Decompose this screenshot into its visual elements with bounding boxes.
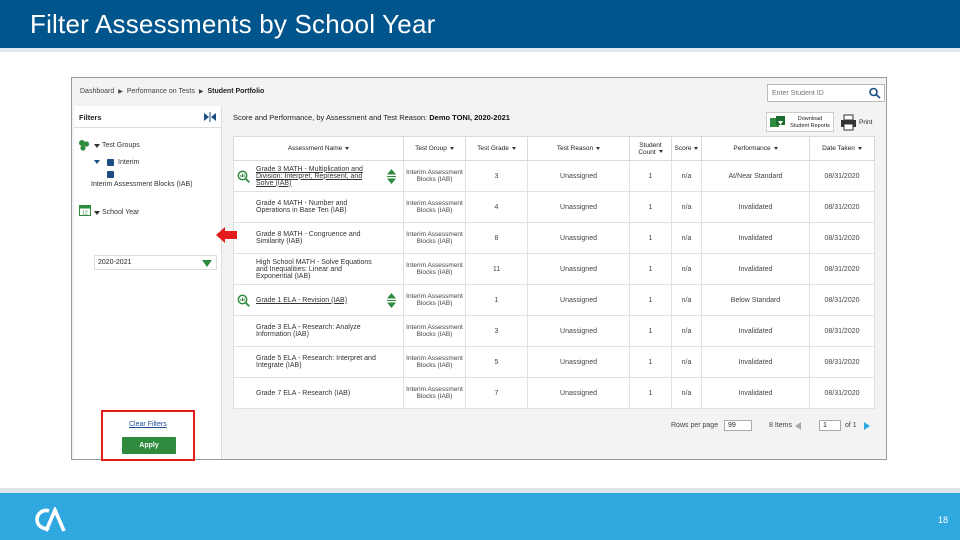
printer-icon xyxy=(840,114,857,131)
score-text: n/a xyxy=(681,389,692,397)
test-group-text: Interim Assessment Blocks (IAB) xyxy=(406,168,463,183)
test-grade-cell xyxy=(466,192,528,223)
assessment-name-text[interactable]: Grade 1 ELA - Revision (IAB) xyxy=(256,296,348,304)
student-count-cell xyxy=(630,285,672,316)
print-button[interactable] xyxy=(840,114,876,132)
performance-cell xyxy=(702,254,810,285)
school-year-value: 2020-2021 xyxy=(98,259,132,266)
test-reason-text: Unassigned xyxy=(560,296,597,304)
assessment-name-text[interactable]: Grade 7 ELA - Research (IAB) xyxy=(256,389,351,397)
date-taken-text: 08/31/2020 xyxy=(824,203,860,211)
test-group-text: Interim Assessment Blocks (IAB) xyxy=(406,292,463,307)
test-groups-icon xyxy=(78,139,90,151)
dropdown-arrow-icon[interactable] xyxy=(202,260,212,267)
col-test-group[interactable]: Test Group xyxy=(404,137,466,161)
sort-icon xyxy=(694,147,698,150)
date-taken-cell xyxy=(810,254,875,285)
apply-button[interactable]: Apply xyxy=(122,437,176,454)
test-groups-label: Test Groups xyxy=(102,142,140,149)
test-group-cell xyxy=(404,285,466,316)
table-row xyxy=(234,223,875,254)
page-title xyxy=(233,113,510,122)
test-grade-cell xyxy=(466,347,528,378)
filters-header xyxy=(74,106,222,128)
test-group-cell xyxy=(404,223,466,254)
performance-cell xyxy=(702,192,810,223)
score-text: n/a xyxy=(681,234,692,242)
col-score[interactable]: Score xyxy=(672,137,702,161)
table-row xyxy=(234,254,875,285)
assessment-name-text[interactable]: Grade 4 MATH - Number and Operations in Base Ten (IAB) xyxy=(256,200,348,214)
date-taken-text: 08/31/2020 xyxy=(824,296,860,304)
test-group-cell xyxy=(404,192,466,223)
page-title-prefix: Score and Performance, by Assessment and Test Reason: xyxy=(233,113,428,122)
performance-text: Below Standard xyxy=(730,296,781,304)
test-reason-text: Unassigned xyxy=(560,327,597,335)
test-grade-text: 5 xyxy=(494,358,499,366)
interim-checkbox[interactable] xyxy=(107,159,114,166)
test-grade-text: 1 xyxy=(494,296,499,304)
score-text: n/a xyxy=(681,358,692,366)
test-group-text: Interim Assessment Blocks (IAB) xyxy=(406,385,463,400)
student-count-cell xyxy=(630,161,672,192)
score-cell xyxy=(672,378,702,409)
student-count-text: 1 xyxy=(648,172,653,180)
performance-cell xyxy=(702,347,810,378)
assessment-name-cell[interactable] xyxy=(234,316,404,347)
test-reason-cell xyxy=(528,223,630,254)
table-row xyxy=(234,316,875,347)
test-group-text: Interim Assessment Blocks (IAB) xyxy=(406,354,463,369)
test-group-text: Interim Assessment Blocks (IAB) xyxy=(406,323,463,338)
test-grade-cell xyxy=(466,316,528,347)
assessment-name-cell[interactable] xyxy=(234,192,404,223)
test-grade-text: 8 xyxy=(494,234,499,242)
score-cell xyxy=(672,223,702,254)
test-reason-text: Unassigned xyxy=(560,389,597,397)
performance-text: Invalidated xyxy=(738,327,773,335)
date-taken-cell xyxy=(810,223,875,254)
assessment-name-text[interactable]: Grade 8 MATH - Congruence and Similarity (IAB) xyxy=(256,231,361,245)
score-text: n/a xyxy=(681,203,692,211)
rows-per-page-input[interactable]: 99 xyxy=(724,420,752,431)
sort-icon xyxy=(345,147,349,150)
test-grade-cell xyxy=(466,161,528,192)
test-reason-cell xyxy=(528,192,630,223)
col-student-count[interactable]: Student Count xyxy=(630,137,672,161)
score-cell xyxy=(672,192,702,223)
interim-option-label: Interim xyxy=(118,159,140,166)
score-text: n/a xyxy=(681,296,692,304)
date-taken-cell xyxy=(810,347,875,378)
student-count-text: 1 xyxy=(648,327,653,335)
download-student-reports-button[interactable] xyxy=(766,112,834,132)
test-group-cell xyxy=(404,316,466,347)
table-row xyxy=(234,161,875,192)
test-reason-cell xyxy=(528,161,630,192)
student-count-cell xyxy=(630,378,672,409)
date-taken-cell xyxy=(810,192,875,223)
expand-collapse-icon[interactable] xyxy=(387,169,396,184)
assessment-name-cell[interactable] xyxy=(234,378,404,409)
test-grade-text: 3 xyxy=(494,327,499,335)
test-grade-text: 11 xyxy=(492,265,501,273)
sort-icon xyxy=(659,150,663,153)
date-taken-cell xyxy=(810,316,875,347)
score-cell xyxy=(672,347,702,378)
test-reason-text: Unassigned xyxy=(560,203,597,211)
performance-text: At/Near Standard xyxy=(728,172,783,180)
test-reason-text: Unassigned xyxy=(560,172,597,180)
assessment-name-cell[interactable] xyxy=(234,223,404,254)
school-year-label: School Year xyxy=(102,209,140,216)
table-row xyxy=(234,378,875,409)
table-header-row xyxy=(234,137,875,161)
date-taken-text: 08/31/2020 xyxy=(824,327,860,335)
test-reason-text: Unassigned xyxy=(560,358,597,366)
iab-checkbox[interactable] xyxy=(107,171,114,178)
breadcrumb xyxy=(80,88,264,95)
performance-text: Invalidated xyxy=(738,203,773,211)
expand-school-year-icon[interactable] xyxy=(94,211,100,215)
col-assessment-name[interactable]: Assessment Name xyxy=(234,137,404,161)
sort-icon xyxy=(512,147,516,150)
table-row xyxy=(234,347,875,378)
page-number-input[interactable]: 1 xyxy=(819,420,841,431)
assessment-name-text[interactable]: Grade 3 MATH - Multiplication and Division: Interpret, Represent, and Solve (IAB) xyxy=(256,165,363,187)
date-taken-cell xyxy=(810,161,875,192)
test-grade-cell xyxy=(466,223,528,254)
performance-cell xyxy=(702,161,810,192)
test-group-cell xyxy=(404,347,466,378)
download-label: Download Student Reports xyxy=(790,116,830,129)
score-text: n/a xyxy=(681,172,692,180)
performance-cell xyxy=(702,285,810,316)
score-text: n/a xyxy=(681,265,692,273)
test-group-cell xyxy=(404,161,466,192)
assessment-name-cell[interactable] xyxy=(234,254,404,285)
download-icon xyxy=(770,116,786,129)
page-total: of 1 xyxy=(845,422,857,429)
date-taken-text: 08/31/2020 xyxy=(824,172,860,180)
score-cell xyxy=(672,161,702,192)
assessment-name-cell[interactable] xyxy=(234,285,404,316)
student-count-text: 1 xyxy=(648,296,653,304)
performance-text: Invalidated xyxy=(738,265,773,273)
ca-logo-icon xyxy=(34,507,68,533)
student-search xyxy=(767,84,885,102)
assessments-table xyxy=(233,136,875,409)
test-reason-cell xyxy=(528,254,630,285)
iab-option-label: Interim Assessment Blocks (IAB) xyxy=(91,181,193,188)
test-group-text: Interim Assessment Blocks (IAB) xyxy=(406,261,463,276)
red-arrow-icon xyxy=(216,226,238,244)
assessment-name-text[interactable]: Grade 5 ELA - Research: Interpret and Integrate (IAB) xyxy=(256,355,376,369)
page-number: 18 xyxy=(937,515,948,525)
test-grade-text: 7 xyxy=(494,389,499,397)
student-name-year: Demo TONI, 2020-2021 xyxy=(429,113,510,122)
table-row xyxy=(234,192,875,223)
school-year-select[interactable] xyxy=(94,255,217,270)
student-count-cell xyxy=(630,223,672,254)
performance-text: Invalidated xyxy=(738,234,773,242)
test-reason-text: Unassigned xyxy=(560,234,597,242)
filters-panel xyxy=(74,106,222,459)
student-count-text: 1 xyxy=(648,234,653,242)
svg-text:12: 12 xyxy=(82,210,88,216)
test-grade-cell xyxy=(466,285,528,316)
test-group-text: Interim Assessment Blocks (IAB) xyxy=(406,230,463,245)
magnify-icon[interactable] xyxy=(237,170,250,183)
test-group-text: Interim Assessment Blocks (IAB) xyxy=(406,199,463,214)
test-grade-cell xyxy=(466,254,528,285)
performance-cell xyxy=(702,223,810,254)
test-reason-text: Unassigned xyxy=(560,265,597,273)
breadcrumb-dashboard[interactable]: Dashboard xyxy=(80,88,115,95)
sort-icon xyxy=(450,147,454,150)
performance-cell xyxy=(702,378,810,409)
table-row xyxy=(234,285,875,316)
student-count-text: 1 xyxy=(648,358,653,366)
student-id-search-input[interactable] xyxy=(768,85,862,101)
next-page-icon[interactable] xyxy=(864,422,870,430)
assessment-name-cell[interactable] xyxy=(234,347,404,378)
test-group-cell xyxy=(404,254,466,285)
student-count-cell xyxy=(630,192,672,223)
breadcrumb-student-portfolio: Student Portfolio xyxy=(207,88,265,95)
student-count-text: 1 xyxy=(648,265,653,273)
test-reason-cell xyxy=(528,378,630,409)
slide-title: Filter Assessments by School Year xyxy=(30,9,436,39)
search-icon[interactable] xyxy=(868,87,882,99)
chevron-right-icon: ▶ xyxy=(118,89,123,95)
student-count-cell xyxy=(630,254,672,285)
test-grade-cell xyxy=(466,378,528,409)
col-date-taken[interactable]: Date Taken xyxy=(810,137,875,161)
date-taken-text: 08/31/2020 xyxy=(824,358,860,366)
score-cell xyxy=(672,316,702,347)
rows-per-page-label: Rows per page xyxy=(671,422,719,429)
performance-text: Invalidated xyxy=(738,389,773,397)
date-taken-cell xyxy=(810,378,875,409)
test-reason-cell xyxy=(528,316,630,347)
chevron-down-icon xyxy=(94,160,100,164)
assessment-name-text[interactable]: Grade 3 ELA - Research: Analyze Information (IAB) xyxy=(256,324,361,338)
test-grade-text: 4 xyxy=(494,203,499,211)
test-reason-cell xyxy=(528,285,630,316)
date-taken-text: 08/31/2020 xyxy=(824,234,860,242)
collapse-panel-icon[interactable] xyxy=(203,111,217,123)
test-reason-cell xyxy=(528,347,630,378)
student-count-text: 1 xyxy=(648,203,653,211)
footer-bar xyxy=(0,488,960,540)
col-test-grade[interactable]: Test Grade xyxy=(466,137,528,161)
student-count-text: 1 xyxy=(648,389,653,397)
apply-highlight-box xyxy=(101,410,195,461)
score-cell xyxy=(672,254,702,285)
sort-icon xyxy=(774,147,778,150)
col-performance[interactable]: Performance xyxy=(702,137,810,161)
test-group-cell xyxy=(404,378,466,409)
performance-cell xyxy=(702,316,810,347)
expand-test-groups-icon[interactable] xyxy=(94,144,100,148)
student-count-cell xyxy=(630,316,672,347)
performance-text: Invalidated xyxy=(738,358,773,366)
date-taken-cell xyxy=(810,285,875,316)
expand-collapse-icon[interactable] xyxy=(387,293,396,308)
sort-icon xyxy=(596,147,600,150)
date-taken-text: 08/31/2020 xyxy=(824,389,860,397)
app-screenshot xyxy=(71,77,887,460)
assessment-name-cell[interactable] xyxy=(234,161,404,192)
title-bar xyxy=(0,0,960,52)
assessment-name-text[interactable]: High School MATH - Solve Equations and Inequalities: Linear and Exponential (IAB) xyxy=(256,258,372,280)
student-count-cell xyxy=(630,347,672,378)
filters-title: Filters xyxy=(79,113,102,122)
score-text: n/a xyxy=(681,327,692,335)
clear-filters-link[interactable]: Clear Filters xyxy=(129,421,167,428)
calendar-icon xyxy=(79,204,91,216)
item-count: 8 Items xyxy=(769,422,792,429)
score-cell xyxy=(672,285,702,316)
col-test-reason[interactable]: Test Reason xyxy=(528,137,630,161)
magnify-icon[interactable] xyxy=(237,294,250,307)
sort-icon xyxy=(858,147,862,150)
test-grade-text: 3 xyxy=(494,172,499,180)
date-taken-text: 08/31/2020 xyxy=(824,265,860,273)
prev-page-icon[interactable] xyxy=(795,422,801,430)
breadcrumb-performance-on-tests[interactable]: Performance on Tests xyxy=(126,88,195,95)
chevron-right-icon: ▶ xyxy=(198,89,204,95)
print-label: Print xyxy=(859,119,873,126)
